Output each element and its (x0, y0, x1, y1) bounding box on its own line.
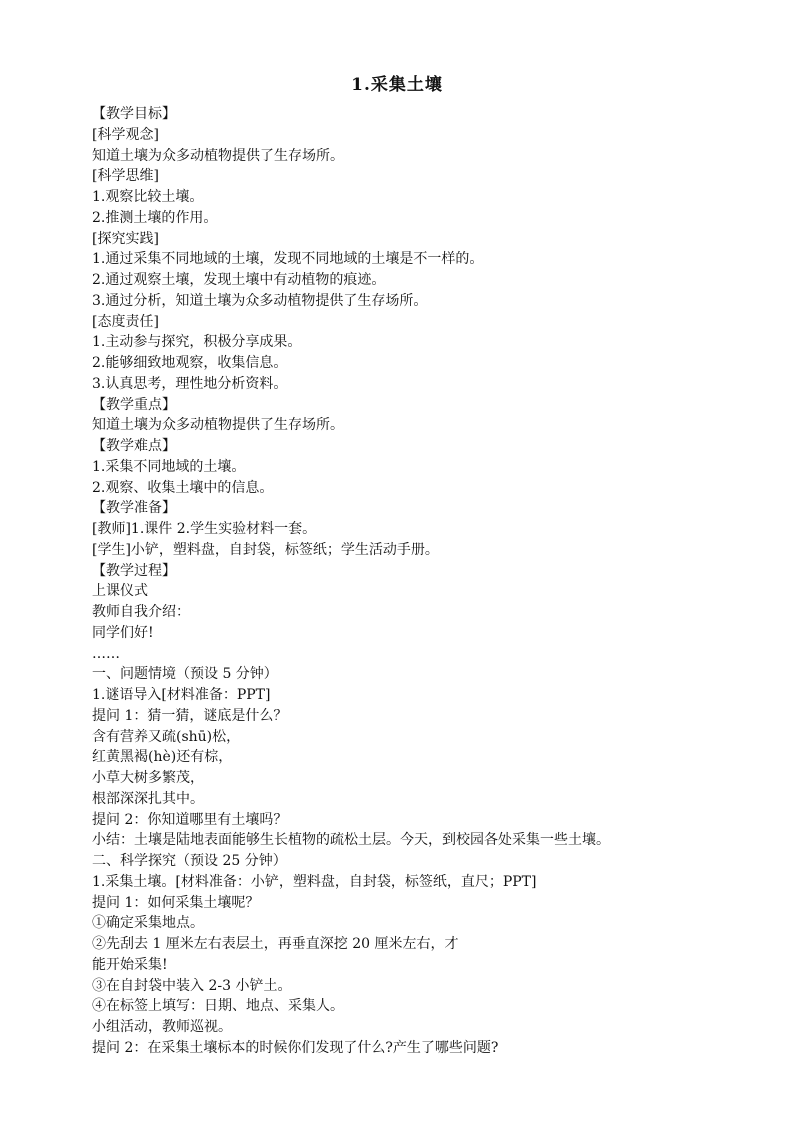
text-line: 2.能够细致地观察，收集信息。 (92, 355, 288, 371)
text-line: ②先刮去 1 厘米左右表层土，再垂直深挖 20 厘米左右，才 (92, 936, 459, 952)
text-line: 【教学难点】 (92, 438, 176, 454)
text-line: 含有营养又疏(shū)松， (92, 728, 241, 745)
text-line: 【教学过程】 (92, 562, 176, 579)
text-line: [科学观念] (92, 126, 159, 143)
text-line: 【教学重点】 (92, 396, 176, 413)
text-line: 教师自我介绍： (92, 604, 190, 620)
text-line: 提问 1：如何采集土壤呢？ (92, 894, 260, 911)
text-line: [学生]小铲，塑料盘，自封袋，标签纸；学生活动手册。 (92, 541, 439, 558)
text-line: 能开始采集! (92, 956, 168, 973)
text-line: 提问 2：你知道哪里有土壤吗？ (92, 811, 288, 828)
text-line: [教师]1.课件 2.学生实验材料一套。 (92, 521, 317, 537)
text-line: 【教学准备】 (92, 500, 176, 517)
text-line: [探究实践] (92, 230, 159, 247)
text-line: 同学们好! (92, 624, 154, 641)
text-line: 二、科学探究（预设 25 分钟） (92, 853, 287, 869)
text-line: ③在自封袋中装入 2-3 小铲土。 (92, 977, 292, 994)
text-line: 1.主动参与探究，积极分享成果。 (92, 334, 302, 351)
text-line: ①确定采集地点。 (92, 915, 204, 932)
text-line: 1.通过采集不同地域的土壤，发现不同地域的土壤是不一样的。 (92, 251, 484, 268)
text-line: 提问 2：在采集土壤标本的时候你们发现了什么?产生了哪些问题? (92, 1039, 499, 1056)
text-line: 上课仪式 (92, 583, 148, 600)
text-line: 一、问题情境（预设 5 分钟） (92, 666, 278, 683)
text-line: 3.通过分析，知道土壤为众多动植物提供了生存场所。 (92, 292, 428, 309)
text-line: 2.通过观察土壤，发现土壤中有动植物的痕迹。 (92, 272, 386, 288)
text-line: 3.认真思考，理性地分析资料。 (92, 375, 288, 392)
text-line: 知道土壤为众多动植物提供了生存场所。 (92, 417, 344, 434)
text-line: …… (92, 645, 120, 662)
text-line: 2.推测土壤的作用。 (92, 209, 218, 226)
text-line: 小草大树多繁茂， (92, 770, 204, 786)
text-line: 小组活动，教师巡视。 (92, 1019, 232, 1035)
text-line: 小结：土壤是陆地表面能够生长植物的疏松土层。今天，到校园各处采集一些土壤。 (92, 832, 610, 849)
text-line: 知道土壤为众多动植物提供了生存场所。 (92, 147, 344, 164)
text-line: 1.观察比较土壤。 (92, 189, 204, 205)
text-line: 红黄黑褐(hè)还有棕， (92, 749, 233, 766)
text-line: [态度责任] (92, 313, 159, 330)
text-line: ④在标签上填写：日期、地点、采集人。 (92, 998, 344, 1015)
document-body (92, 104, 712, 1059)
text-line: 2.观察、收集土壤中的信息。 (92, 479, 274, 496)
text-line: 1.谜语导入[材料准备：PPT] (92, 687, 271, 703)
text-line: 【教学目标】 (92, 106, 176, 122)
text-line: 根部深深扎其中。 (92, 790, 204, 807)
text-line: 1.采集不同地域的土壤。 (92, 458, 246, 475)
document-title: 1.采集土壤 (351, 75, 443, 95)
text-line: 1.采集土壤。[材料准备：小铲，塑料盘，自封袋，标签纸，直尺；PPT] (92, 873, 537, 890)
text-line: [科学思维] (92, 168, 159, 185)
text-line: 提问 1：猜一猜，谜底是什么？ (92, 707, 288, 724)
